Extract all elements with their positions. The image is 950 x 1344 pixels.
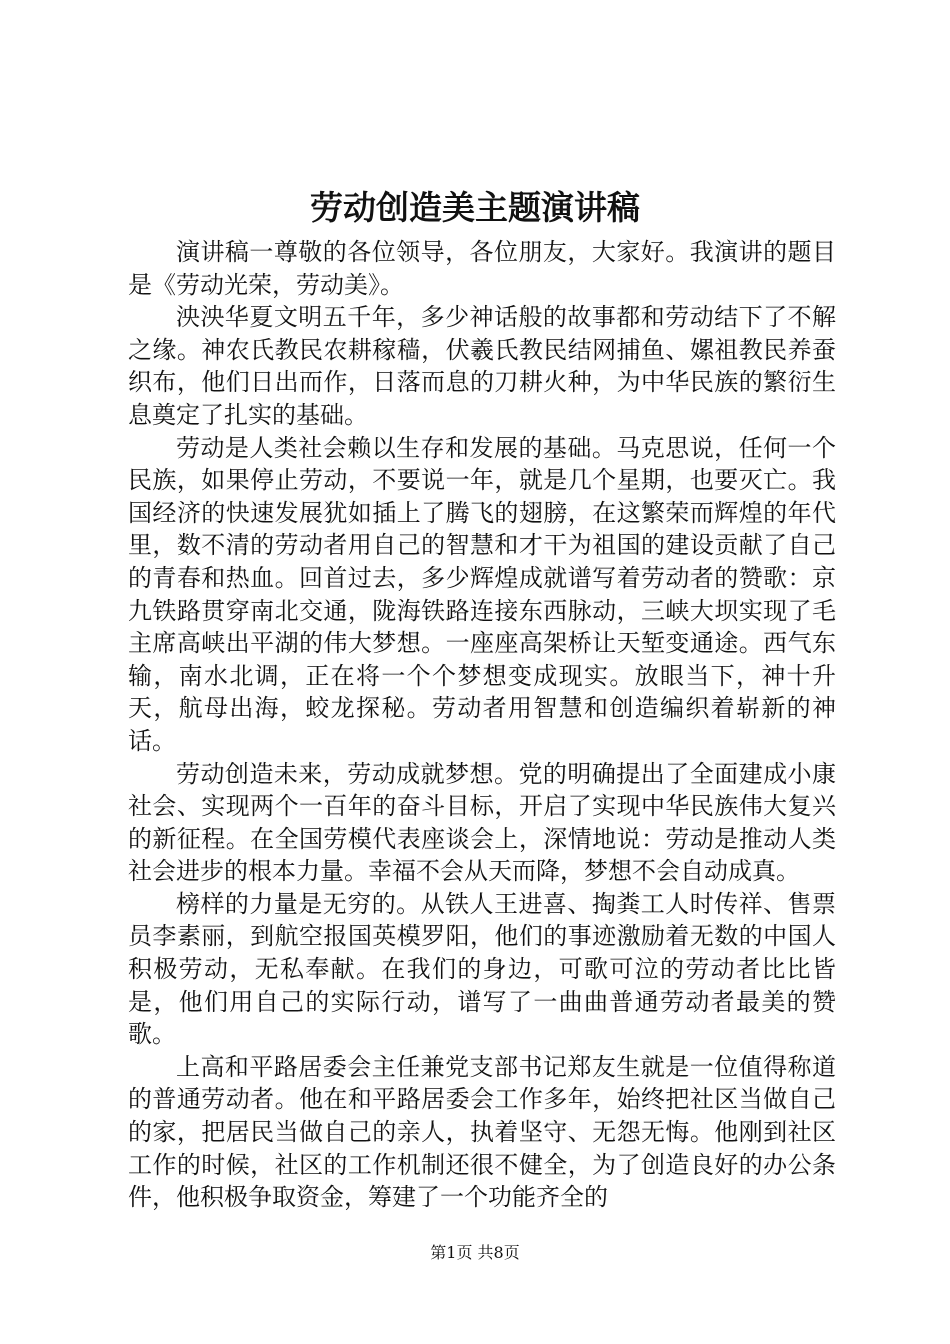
paragraph-2: 泱泱华夏文明五千年，多少神话般的故事都和劳动结下了不解之缘。神农氏教民农耕稼穑，伏羲氏教民结网捕鱼、嫘祖教民养蚕织布，他们日出而作，日落而息的刀耕火种，为中华民族的繁衍生息奠定了扎实的基础。	[128, 303, 836, 429]
paragraph-1: 演讲稿一尊敬的各位领导，各位朋友，大家好。我演讲的题目是《劳动光荣，劳动美》。	[128, 238, 836, 299]
paragraph-4: 劳动创造未来，劳动成就梦想。党的明确提出了全面建成小康社会、实现两个一百年的奋斗目标，开启了实现中华民族伟大复兴的新征程。在全国劳模代表座谈会上，深情地说：劳动是推动人类社会进步的根本力量。幸福不会从天而降，梦想不会自动成真。	[128, 759, 836, 886]
document-body	[128, 236, 836, 1214]
paragraph-5: 榜样的力量是无穷的。从铁人王进喜、掏粪工人时传祥、售票员李素丽，到航空报国英模罗阳，他们的事迹激励着无数的中国人积极劳动，无私奉献。在我们的身边，可歌可泣的劳动者比比皆是，他们用自己的实际行动，谱写了一曲曲普通劳动者最美的赞歌。	[128, 889, 836, 1049]
paragraph-6: 上高和平路居委会主任兼党支部书记郑友生就是一位值得称道的普通劳动者。他在和平路居委会工作多年，始终把社区当做自己的家，把居民当做自己的亲人，执着坚守、无怨无悔。他刚到社区工作的时候，社区的工作机制还很不健全，为了创造良好的办公条件，他积极争取资金，筹建了一个功能齐全的	[128, 1052, 836, 1212]
document-title: 劳动创造美主题演讲稿	[310, 188, 640, 227]
page-footer: 第1页 共8页	[430, 1243, 520, 1262]
paragraph-3: 劳动是人类社会赖以生存和发展的基础。马克思说，任何一个民族，如果停止劳动，不要说一年，就是几个星期，也要灭亡。我国经济的快速发展犹如插上了腾飞的翅膀，在这繁荣而辉煌的年代里，数不清的劳动者用自己的智慧和才干为祖国的建设贡献了自己的青春和热血。回首过去，多少辉煌成就谱写着劳动者的赞歌：京九铁路贯穿南北交通，陇海铁路连接东西脉动，三峡大坝实现了毛主席高峡出平湖的伟大梦想。一座座高架桥让天堑变通途。西气东输，南水北调，正在将一个个梦想变成现实。放眼当下，神十升天，航母出海，蛟龙探秘。劳动者用智慧和创造编织着崭新的神话。	[128, 433, 836, 755]
